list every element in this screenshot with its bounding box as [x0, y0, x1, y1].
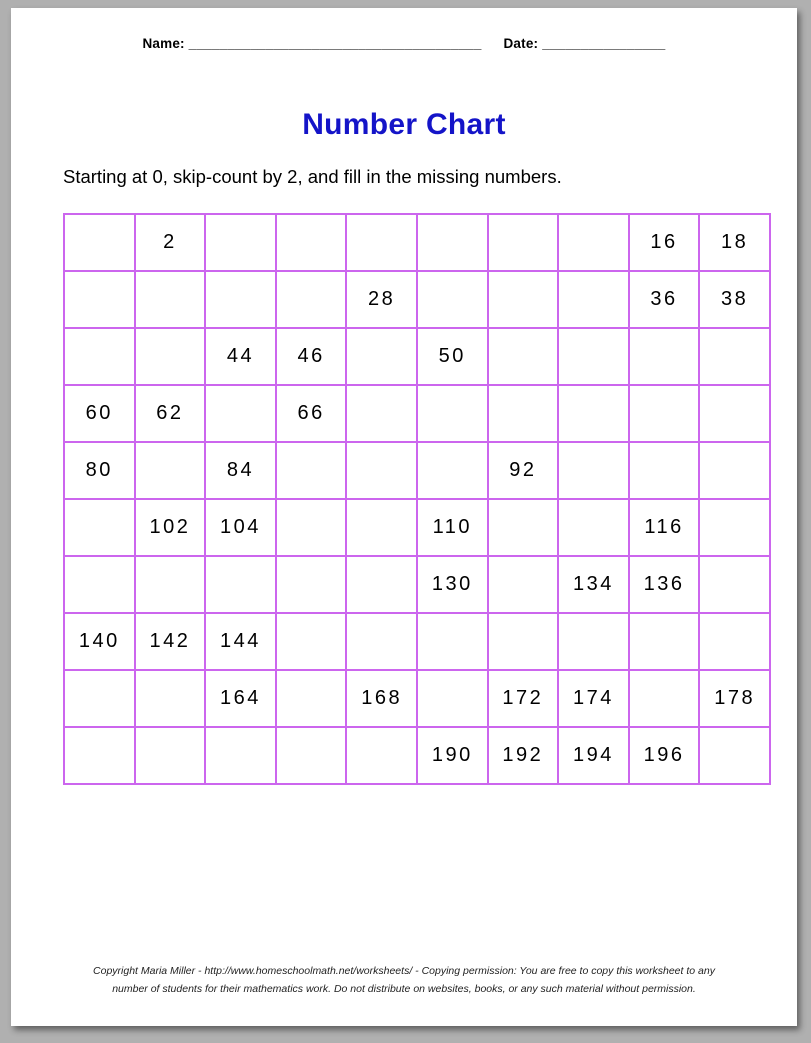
chart-cell[interactable]: 66 — [276, 385, 347, 442]
chart-cell[interactable]: 178 — [699, 670, 770, 727]
number-chart-table — [63, 213, 771, 785]
date-field-label: Date: ________________ — [503, 36, 666, 51]
chart-cell[interactable]: 104 — [205, 499, 276, 556]
chart-cell[interactable]: 194 — [558, 727, 629, 784]
chart-cell[interactable]: 38 — [699, 271, 770, 328]
page-title: Number Chart — [302, 108, 506, 141]
table-row — [64, 727, 770, 784]
copyright-line-2: number of students for their mathematics work. Do not distribute on websites, books, or any such material without permission. — [112, 982, 696, 995]
chart-cell[interactable]: 164 — [205, 670, 276, 727]
chart-cell[interactable] — [417, 613, 488, 670]
chart-cell[interactable] — [64, 328, 135, 385]
chart-cell[interactable]: 102 — [135, 499, 206, 556]
chart-cell[interactable]: 2 — [135, 214, 206, 271]
table-row — [64, 271, 770, 328]
chart-cell[interactable] — [699, 727, 770, 784]
chart-cell[interactable] — [276, 499, 347, 556]
chart-cell[interactable]: 36 — [629, 271, 700, 328]
chart-cell[interactable] — [346, 613, 417, 670]
chart-cell[interactable]: 130 — [417, 556, 488, 613]
chart-cell[interactable]: 196 — [629, 727, 700, 784]
chart-cell[interactable]: 168 — [346, 670, 417, 727]
chart-cell[interactable] — [629, 442, 700, 499]
worksheet-page — [11, 8, 797, 1026]
chart-cell[interactable]: 60 — [64, 385, 135, 442]
chart-cell[interactable] — [276, 271, 347, 328]
chart-cell[interactable] — [488, 499, 559, 556]
chart-cell[interactable] — [205, 385, 276, 442]
chart-cell[interactable] — [488, 214, 559, 271]
chart-cell[interactable] — [346, 328, 417, 385]
chart-cell[interactable] — [64, 727, 135, 784]
table-row — [64, 613, 770, 670]
name-field-label: Name: ______________________________________ — [142, 36, 482, 51]
chart-cell[interactable] — [64, 670, 135, 727]
chart-cell[interactable] — [488, 385, 559, 442]
chart-cell[interactable] — [205, 214, 276, 271]
chart-cell[interactable]: 28 — [346, 271, 417, 328]
chart-cell[interactable] — [558, 214, 629, 271]
chart-cell[interactable] — [699, 556, 770, 613]
chart-cell[interactable] — [64, 499, 135, 556]
chart-cell[interactable] — [629, 670, 700, 727]
chart-cell[interactable]: 134 — [558, 556, 629, 613]
chart-cell[interactable]: 140 — [64, 613, 135, 670]
chart-cell[interactable]: 116 — [629, 499, 700, 556]
chart-cell[interactable]: 18 — [699, 214, 770, 271]
copyright-footer — [11, 963, 797, 998]
chart-cell[interactable]: 142 — [135, 613, 206, 670]
chart-cell[interactable] — [417, 442, 488, 499]
chart-cell[interactable]: 190 — [417, 727, 488, 784]
chart-cell[interactable] — [558, 613, 629, 670]
chart-cell[interactable] — [346, 385, 417, 442]
chart-cell[interactable]: 92 — [488, 442, 559, 499]
chart-cell[interactable] — [558, 442, 629, 499]
chart-cell[interactable]: 46 — [276, 328, 347, 385]
chart-cell[interactable] — [64, 271, 135, 328]
chart-cell[interactable]: 144 — [205, 613, 276, 670]
chart-cell[interactable] — [417, 385, 488, 442]
chart-cell[interactable] — [135, 556, 206, 613]
chart-cell[interactable] — [346, 214, 417, 271]
chart-cell[interactable] — [276, 670, 347, 727]
chart-cell[interactable] — [64, 214, 135, 271]
chart-cell[interactable] — [346, 727, 417, 784]
instructions-text: Starting at 0, skip-count by 2, and fill in the missing numbers. — [63, 166, 562, 187]
table-row — [64, 556, 770, 613]
chart-cell[interactable] — [629, 613, 700, 670]
chart-cell[interactable] — [276, 613, 347, 670]
chart-cell[interactable] — [488, 271, 559, 328]
chart-cell[interactable] — [135, 271, 206, 328]
table-row — [64, 385, 770, 442]
chart-cell[interactable] — [488, 556, 559, 613]
chart-cell[interactable]: 84 — [205, 442, 276, 499]
chart-cell[interactable] — [699, 385, 770, 442]
chart-cell[interactable]: 80 — [64, 442, 135, 499]
number-chart-body — [64, 214, 770, 784]
copyright-line-1: Copyright Maria Miller - http://www.homeschoolmath.net/worksheets/ - Copying permission: You are free to copy this worksheet to any — [93, 965, 715, 978]
chart-cell[interactable] — [558, 385, 629, 442]
chart-cell[interactable]: 174 — [558, 670, 629, 727]
table-row — [64, 214, 770, 271]
chart-cell[interactable]: 192 — [488, 727, 559, 784]
table-row — [64, 442, 770, 499]
chart-cell[interactable] — [699, 499, 770, 556]
number-chart-grid — [63, 213, 771, 785]
chart-cell[interactable] — [135, 727, 206, 784]
table-row — [64, 670, 770, 727]
chart-cell[interactable] — [417, 214, 488, 271]
chart-cell[interactable] — [135, 328, 206, 385]
chart-cell[interactable] — [629, 385, 700, 442]
chart-cell[interactable]: 136 — [629, 556, 700, 613]
chart-cell[interactable] — [488, 328, 559, 385]
chart-cell[interactable] — [558, 271, 629, 328]
chart-cell[interactable] — [135, 442, 206, 499]
chart-cell[interactable] — [558, 499, 629, 556]
chart-cell[interactable] — [276, 556, 347, 613]
chart-cell[interactable] — [205, 727, 276, 784]
chart-cell[interactable] — [276, 214, 347, 271]
chart-cell[interactable] — [346, 499, 417, 556]
chart-cell[interactable]: 50 — [417, 328, 488, 385]
chart-cell[interactable] — [276, 727, 347, 784]
chart-cell[interactable] — [488, 613, 559, 670]
chart-cell[interactable]: 62 — [135, 385, 206, 442]
chart-cell[interactable] — [346, 442, 417, 499]
chart-cell[interactable] — [417, 271, 488, 328]
chart-cell[interactable] — [558, 328, 629, 385]
chart-cell[interactable] — [276, 442, 347, 499]
chart-cell[interactable] — [64, 556, 135, 613]
chart-cell[interactable] — [135, 670, 206, 727]
chart-cell[interactable] — [205, 271, 276, 328]
chart-cell[interactable] — [205, 556, 276, 613]
chart-cell[interactable] — [346, 556, 417, 613]
table-row — [64, 328, 770, 385]
chart-cell[interactable]: 16 — [629, 214, 700, 271]
name-date-header — [11, 36, 797, 51]
table-row — [64, 499, 770, 556]
chart-cell[interactable]: 44 — [205, 328, 276, 385]
chart-cell[interactable] — [699, 442, 770, 499]
chart-cell[interactable]: 172 — [488, 670, 559, 727]
chart-cell[interactable] — [699, 613, 770, 670]
chart-cell[interactable] — [699, 328, 770, 385]
chart-cell[interactable] — [629, 328, 700, 385]
chart-cell[interactable]: 110 — [417, 499, 488, 556]
chart-cell[interactable] — [417, 670, 488, 727]
